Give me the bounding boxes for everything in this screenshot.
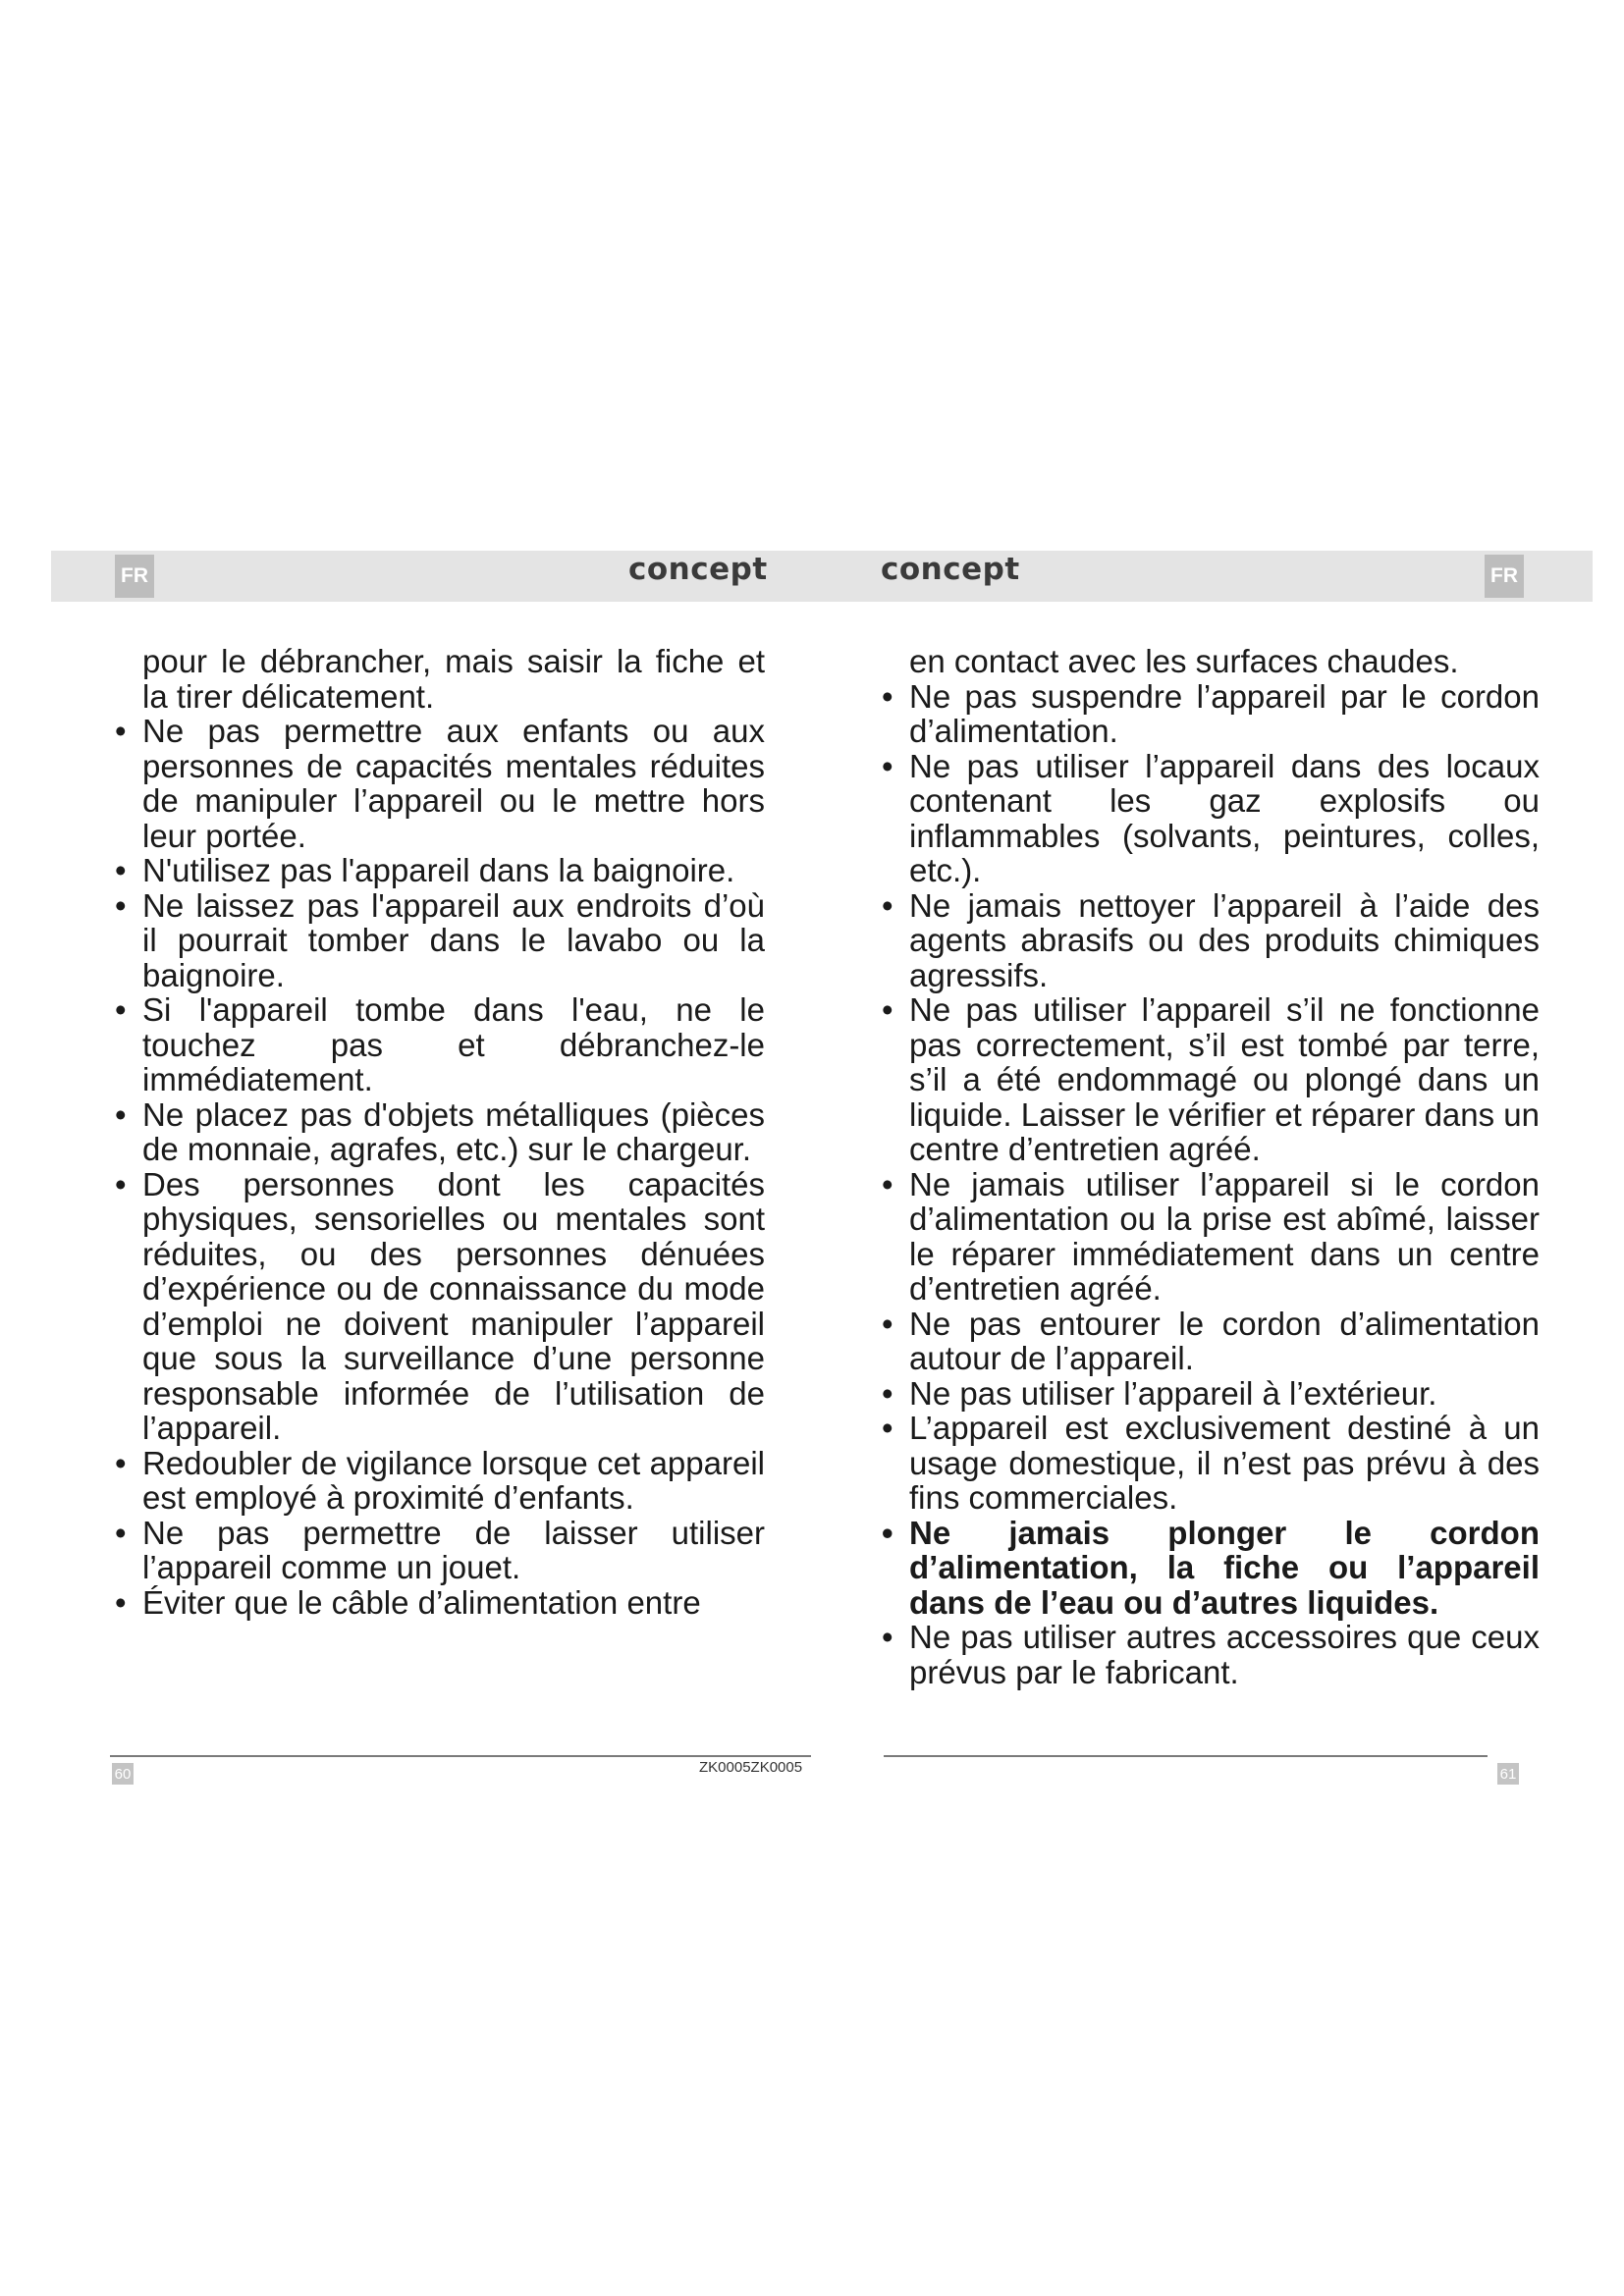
bullet-icon: • xyxy=(882,991,893,1028)
footer-rule-left xyxy=(110,1755,811,1757)
safety-list-right xyxy=(880,679,1540,1690)
list-item: • Ne pas permettre de laisser utiliser l’appareil comme un jouet. xyxy=(115,1514,765,1585)
brand-logo-left: concept xyxy=(628,552,768,587)
list-item: • Ne pas utiliser autres accessoires que ceux prévus par le fabricant. xyxy=(882,1619,1540,1690)
page-number-right: 61 xyxy=(1497,1763,1519,1785)
list-item: • Si l'appareil tombe dans l'eau, ne le touchez pas et débranchez-le immédiatement. xyxy=(115,991,765,1097)
list-item: • Ne jamais nettoyer l’appareil à l’aide des agents abrasifs ou des produits chimiques agressifs. xyxy=(882,886,1540,993)
list-item: • Ne pas utiliser l’appareil dans des locaux contenant les gaz explosifs ou inflammables (solvants, peintures, colles, etc.). xyxy=(882,747,1540,888)
bullet-icon: • xyxy=(882,1619,893,1655)
language-badge-left: FR xyxy=(115,555,154,598)
bullet-icon: • xyxy=(115,886,127,924)
bullet-icon: • xyxy=(882,1374,893,1412)
list-item: • Éviter que le câble d’alimentation entre xyxy=(115,1583,701,1621)
bullet-icon: • xyxy=(882,1514,893,1551)
page-number-left: 60 xyxy=(112,1763,134,1785)
continuation-text: en contact avec les surfaces chaudes. xyxy=(909,643,1459,679)
language-badge-right: FR xyxy=(1485,555,1524,598)
brand-logo-right: concept xyxy=(881,552,1020,587)
list-item: • Ne pas utiliser l’appareil à l’extérieur. xyxy=(882,1374,1437,1412)
list-item: • Ne placez pas d'objets métalliques (pièces de monnaie, agrafes, etc.) sur le chargeur. xyxy=(115,1095,765,1167)
list-item: • Ne pas permettre aux enfants ou aux personnes de capacités mentales réduites de manipuler l’appareil ou le mettre hors leur portée. xyxy=(115,713,765,854)
bullet-icon: • xyxy=(115,713,127,749)
list-item: • Ne pas entourer le cordon d’alimentation autour de l’appareil. xyxy=(882,1305,1540,1376)
bullet-icon: • xyxy=(115,1095,127,1133)
list-item: • L’appareil est exclusivement destiné à un usage domestique, il n’est pas prévu à des fins commerciales. xyxy=(882,1410,1540,1516)
left-column xyxy=(113,644,765,1620)
list-item: • Ne pas utiliser l’appareil s’il ne fonctionne pas correctement, s’il est tombé par terre, s’il a été endommagé ou plongé dans un liquide. Laisser le vérifier et réparer dans un centre d’entretien agréé. xyxy=(882,991,1541,1167)
list-item: • Redoubler de vigilance lorsque cet appareil est employé à proximité d’enfants. xyxy=(115,1444,765,1516)
list-item: • Ne pas suspendre l’appareil par le cordon d’alimentation. xyxy=(882,677,1540,749)
bullet-icon: • xyxy=(115,1444,127,1481)
list-item: • Ne laissez pas l'appareil aux endroits d’où il pourrait tomber dans le lavabo ou la baignoire. xyxy=(115,886,765,993)
bullet-icon: • xyxy=(882,1165,893,1202)
bullet-icon: • xyxy=(115,991,127,1028)
list-item: • Ne jamais utiliser l’appareil si le cordon d’alimentation ou la prise est abîmé, laisser le réparer immédiatement dans un centre d’entretien agréé. xyxy=(882,1165,1540,1307)
list-item: • N'utilisez pas l'appareil dans la baignoire. xyxy=(115,852,735,888)
safety-list-left xyxy=(113,714,765,1620)
warning-list-item: • Ne jamais plonger le cordon d’alimentation, la fiche ou l’appareil dans de l’eau ou d’autres liquides. xyxy=(882,1514,1540,1621)
bullet-icon: • xyxy=(882,1410,893,1446)
bullet-icon: • xyxy=(882,1305,893,1342)
list-item: • Des personnes dont les capacités physiques, sensorielles ou mentales sont réduites, ou des personnes dénuées d’expérience ou de connaissance du mode d’emploi ne doivent manipuler l’appareil que sous la surveillance d’une personne responsable informée de l’utilisation de l’appareil. xyxy=(115,1165,765,1446)
bullet-icon: • xyxy=(115,1583,127,1621)
bullet-icon: • xyxy=(882,747,893,784)
right-column xyxy=(880,644,1540,1689)
bullet-icon: • xyxy=(882,886,893,924)
bullet-icon: • xyxy=(115,852,127,888)
footer-rule-right xyxy=(884,1755,1488,1757)
bullet-icon: • xyxy=(115,1165,127,1202)
bullet-icon: • xyxy=(115,1514,127,1551)
model-code: ZK0005ZK0005 xyxy=(699,1759,803,1776)
continuation-text: pour le débrancher, mais saisir la fiche et la tirer délicatement. xyxy=(142,643,765,715)
bullet-icon: • xyxy=(882,677,893,715)
